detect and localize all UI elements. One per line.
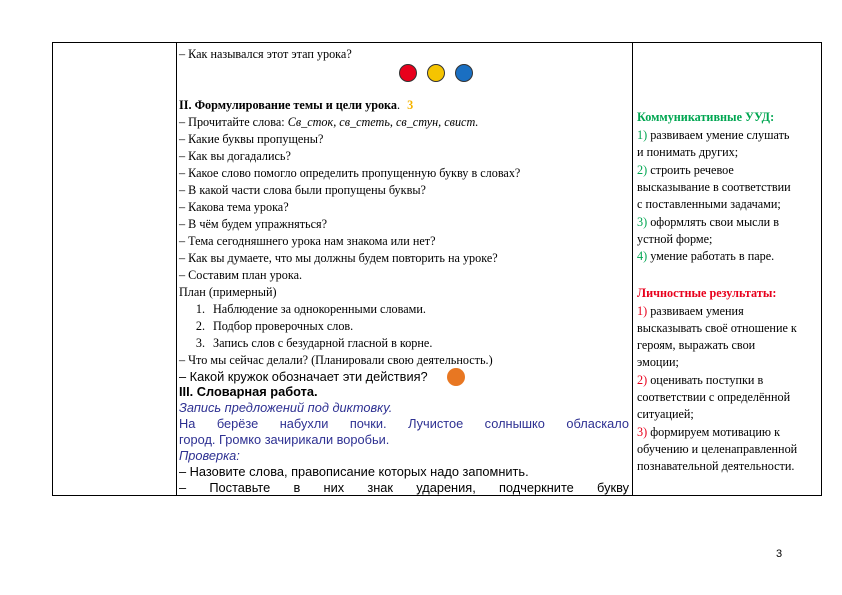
communicative-item [637, 196, 781, 213]
personal-item [637, 303, 744, 320]
lesson-content-cell [177, 43, 633, 495]
plan-item-number: 3. [195, 336, 205, 350]
item-text: ситуацией; [637, 407, 694, 421]
section-2-dot: . [397, 98, 401, 112]
what-done-question: – Что мы сейчас делали? (Планировали свою деятельность.) [179, 353, 493, 367]
plan-item-text: Наблюдение за однокоренными словами. [213, 302, 426, 316]
question: – В чём будем упражняться? [179, 217, 328, 231]
communicative-item [637, 127, 789, 144]
item-text: оценивать поступки в [647, 373, 764, 387]
plan-item [179, 302, 426, 316]
item-text: развиваем умение слушать [647, 128, 790, 142]
plan-item-text: Запись слов с безударной гласной в корне. [213, 336, 433, 350]
plan-item [179, 319, 353, 333]
item-text: обучению и целенаправленной [637, 442, 798, 456]
section-2-heading [179, 98, 413, 112]
question: – Составим план урока. [179, 268, 303, 282]
question-stage: – Как назывался этот этап урока? [179, 47, 352, 61]
item-text: и понимать других; [637, 145, 739, 159]
item-text: строить речевое [647, 163, 734, 177]
put-stress-instruction: – Поставьте в них знак ударения, подчеркните букву [179, 480, 629, 495]
personal-item [637, 354, 679, 371]
communicative-item [637, 162, 734, 179]
plan-item-number: 1. [195, 302, 205, 316]
plan-title: План (примерный) [179, 285, 277, 299]
item-text: эмоции; [637, 355, 679, 369]
personal-title: Личностные результаты: [637, 286, 777, 300]
item-number: 1) [637, 128, 648, 142]
personal-item [637, 441, 797, 458]
orange-circle-icon [447, 368, 465, 386]
question: – В какой части слова были пропущены буквы? [179, 183, 426, 197]
yellow-circle-icon [427, 64, 445, 82]
read-words-prefix: – Прочитайте слова: [179, 115, 288, 129]
section-2-number: 3 [407, 98, 414, 112]
read-words-line [179, 115, 478, 129]
question: – Какова тема урока? [179, 200, 289, 214]
personal-item [637, 458, 794, 475]
communicative-title: Коммуникативные УУД: [637, 110, 775, 124]
personal-item [637, 372, 763, 389]
check-title: Проверка: [179, 448, 240, 463]
dictation-sentence-line-2: город. Громко зачирикали воробьи. [179, 432, 390, 447]
item-number: 3) [637, 215, 648, 229]
item-text: высказывать своё отношение к [637, 321, 797, 335]
item-text: высказывание в соответствии [637, 180, 791, 194]
item-text: формируем мотивацию к [647, 425, 780, 439]
plan-item-number: 2. [195, 319, 205, 333]
item-number: 1) [637, 304, 648, 318]
name-words-instruction: – Назовите слова, правописание которых надо запомнить. [179, 464, 529, 479]
item-text: с поставленными задачами; [637, 197, 781, 211]
personal-item [637, 389, 790, 406]
communicative-item [637, 231, 712, 248]
item-text: умение работать в паре. [647, 249, 775, 263]
plan-item-text: Подбор проверочных слов. [213, 319, 354, 333]
communicative-item [637, 248, 774, 265]
communicative-item [637, 144, 738, 161]
blue-circle-icon [455, 64, 473, 82]
which-circle-question: – Какой кружок обозначает эти действия? [179, 369, 428, 384]
communicative-item [637, 214, 779, 231]
item-number: 3) [637, 425, 648, 439]
item-number: 4) [637, 249, 648, 263]
personal-item [637, 320, 797, 337]
item-number: 2) [637, 163, 648, 177]
lesson-table [52, 42, 822, 496]
dictation-sentence-line-1: На берёзе набухли почки. Лучистое солнышко обласкало [179, 416, 629, 431]
personal-item [637, 406, 694, 423]
dictation-title: Запись предложений под диктовку. [179, 400, 393, 415]
section-2-title: II. Формулирование темы и цели урока [179, 98, 397, 112]
personal-item [637, 337, 755, 354]
plan-item [179, 336, 432, 350]
item-text: оформлять свои мысли в [647, 215, 779, 229]
question: – Какое слово помогло определить пропущенную букву в словах? [179, 166, 521, 180]
item-number: 2) [637, 373, 648, 387]
section-3-title: III. Словарная работа. [179, 384, 318, 399]
page-number: 3 [776, 548, 783, 560]
item-text: развиваем умения [647, 304, 744, 318]
personal-item [637, 424, 780, 441]
question: – Как вы думаете, что мы должны будем повторить на уроке? [179, 251, 498, 265]
item-text: соответствии с определённой [637, 390, 791, 404]
question: – Какие буквы пропущены? [179, 132, 324, 146]
question: – Тема сегодняшнего урока нам знакома или нет? [179, 234, 436, 248]
read-words-list: Св_сток, св_стеть, св_стун, свист. [287, 115, 479, 129]
item-text: устной форме; [637, 232, 713, 246]
question: – Как вы догадались? [179, 149, 291, 163]
communicative-item [637, 179, 791, 196]
item-text: познавательной деятельности. [637, 459, 795, 473]
item-text: героям, выражать свои [637, 338, 756, 352]
red-circle-icon [399, 64, 417, 82]
